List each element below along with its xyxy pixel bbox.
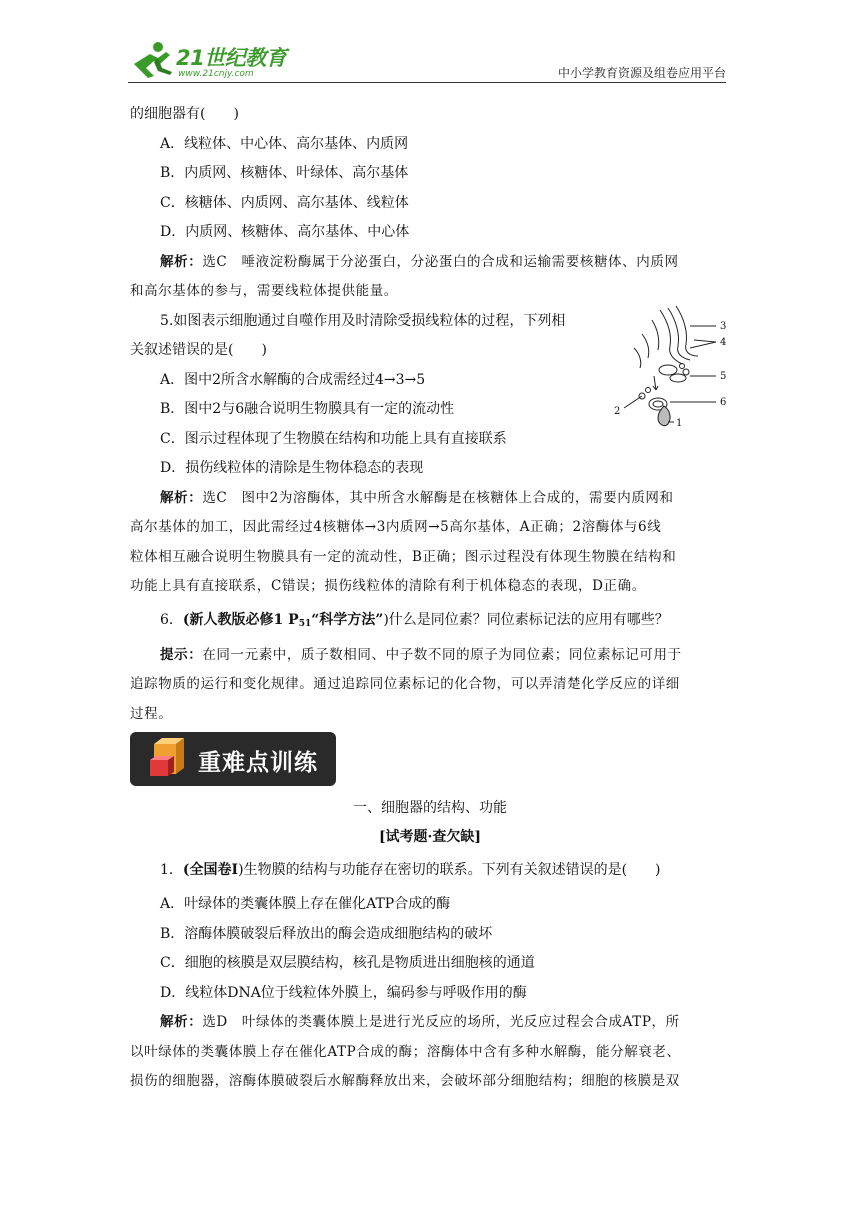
q1-option-a: A．叶绿体的类囊体膜上存在催化ATP合成的酶	[160, 896, 451, 912]
page-header	[128, 34, 726, 84]
section-title: 一、细胞器的结构、功能	[353, 800, 507, 816]
header-divider	[128, 82, 726, 83]
q4-option-a: A．线粒体、中心体、高尔基体、内质网	[160, 136, 409, 152]
fig-label-3: 3	[720, 321, 727, 332]
q5-stem-line1: 5.如图表示细胞通过自噬作用及时清除受损线粒体的过程，下列相	[160, 313, 566, 329]
platform-name: 中小学教育资源及组卷应用平台	[557, 66, 726, 80]
analysis-label: 解析：	[160, 254, 203, 270]
analysis-label: 解析：	[160, 490, 203, 506]
q5-option-b: B．图中2与6融合说明生物膜具有一定的流动性	[160, 401, 455, 417]
q1-option-c: C．细胞的核膜是双层膜结构，核孔是物质进出细胞核的通道	[160, 955, 535, 971]
q6-number: 6．	[160, 612, 183, 628]
fig-label-4: 4	[720, 337, 727, 348]
hint-label: 提示：	[160, 647, 203, 663]
logo	[128, 40, 298, 80]
section-subtitle: [试考题·查欠缺]	[378, 829, 482, 845]
fig-label-5: 5	[720, 371, 727, 382]
fig-label-1: 1	[676, 418, 683, 428]
q1-analysis-line2: 以叶绿体的类囊体膜上存在催化ATP合成的酶；溶酶体中含有多种水解酶，能分解衰老、	[130, 1044, 681, 1060]
q6-hint	[160, 645, 760, 665]
q1-stem-text: )生物膜的结构与功能存在密切的联系。下列有关叙述错误的是( )	[238, 862, 661, 878]
q5-analysis-line1: 选C 图中2为溶酶体，其中所含水解酶是在核糖体上合成的，需要内质网和	[202, 490, 674, 506]
fig-label-6: 6	[720, 397, 727, 408]
logo-title: 21世纪教育	[176, 46, 287, 70]
banner-title: 重难点训练	[198, 750, 318, 776]
logo-url: www.21cnjy.com	[178, 69, 254, 79]
q6-hint-line1: 在同一元素中，质子数相同、中子数不同的原子为同位素；同位素标记可用于	[202, 647, 682, 663]
q6-source: (新人教版必修1 P	[182, 612, 299, 628]
book-stack-icon	[146, 738, 190, 780]
q4-option-d: D．内质网、核糖体、高尔基体、中心体	[160, 224, 410, 240]
runner-logo-icon	[128, 40, 176, 80]
q1-stem	[160, 860, 760, 880]
q5-option-c: C．图示过程体现了生物膜在结构和功能上具有直接联系	[160, 431, 507, 447]
q5-analysis	[160, 488, 760, 508]
q5-option-d: D．损伤线粒体的清除是生物体稳态的表现	[160, 460, 424, 476]
q5-analysis-line4: 功能上具有直接联系，C错误；损伤线粒体的清除有利于机体稳态的表现，D正确。	[130, 578, 646, 594]
fig-label-2: 2	[614, 406, 621, 417]
section-banner	[130, 732, 336, 786]
q5-analysis-line3: 粒体相互融合说明生物膜具有一定的流动性，B正确；图示过程没有体现生物膜在结构和	[130, 549, 677, 565]
autophagy-diagram	[612, 304, 742, 428]
q6-source-page: 51	[298, 619, 312, 629]
q6-stem	[160, 610, 760, 634]
q5-stem-line2: 关叙述错误的是( )	[130, 342, 267, 358]
q5-analysis-line2: 高尔基体的加工，因此需经过4核糖体→3内质网→5高尔基体，A正确；2溶酶体与6线	[130, 519, 662, 535]
analysis-label: 解析：	[160, 1014, 203, 1030]
q4-analysis-line1: 选C 唾液淀粉酶属于分泌蛋白，分泌蛋白的合成和运输需要核糖体、内质网	[202, 254, 679, 270]
q1-source: (全国卷Ⅰ	[182, 862, 239, 878]
q4-stem: 的细胞器有( )	[130, 106, 239, 122]
q1-analysis	[160, 1012, 760, 1032]
q4-option-c: C．核糖体、内质网、高尔基体、线粒体	[160, 195, 409, 211]
q5-option-a: A．图中2所含水解酶的合成需经过4→3→5	[160, 372, 426, 388]
q1-analysis-line3: 损伤的细胞器，溶酶体膜破裂后水解酶释放出来，会破坏部分细胞结构；细胞的核膜是双	[130, 1073, 680, 1089]
q1-number: 1．	[160, 862, 183, 878]
q1-option-b: B．溶酶体膜破裂后释放出的酶会造成细胞结构的破坏	[160, 926, 493, 942]
q4-analysis	[160, 252, 760, 272]
q4-option-b: B．内质网、核糖体、叶绿体、高尔基体	[160, 165, 409, 181]
q4-analysis-line2: 和高尔基体的参与，需要线粒体提供能量。	[130, 283, 398, 299]
q6-source-section: “科学方法”	[311, 612, 384, 628]
q6-hint-line3: 过程。	[130, 706, 173, 722]
q1-option-d: D．线粒体DNA位于线粒体外膜上，编码参与呼吸作用的酶	[160, 985, 527, 1001]
q6-stem-text: )什么是同位素？同位素标记法的应用有哪些？	[383, 612, 669, 628]
q6-hint-line2: 追踪物质的运行和变化规律。通过追踪同位素标记的化合物，可以弄清楚化学反应的详细	[130, 676, 680, 692]
q1-analysis-line1: 选D 叶绿体的类囊体膜上是进行光反应的场所，光反应过程会合成ATP，所	[202, 1014, 680, 1030]
